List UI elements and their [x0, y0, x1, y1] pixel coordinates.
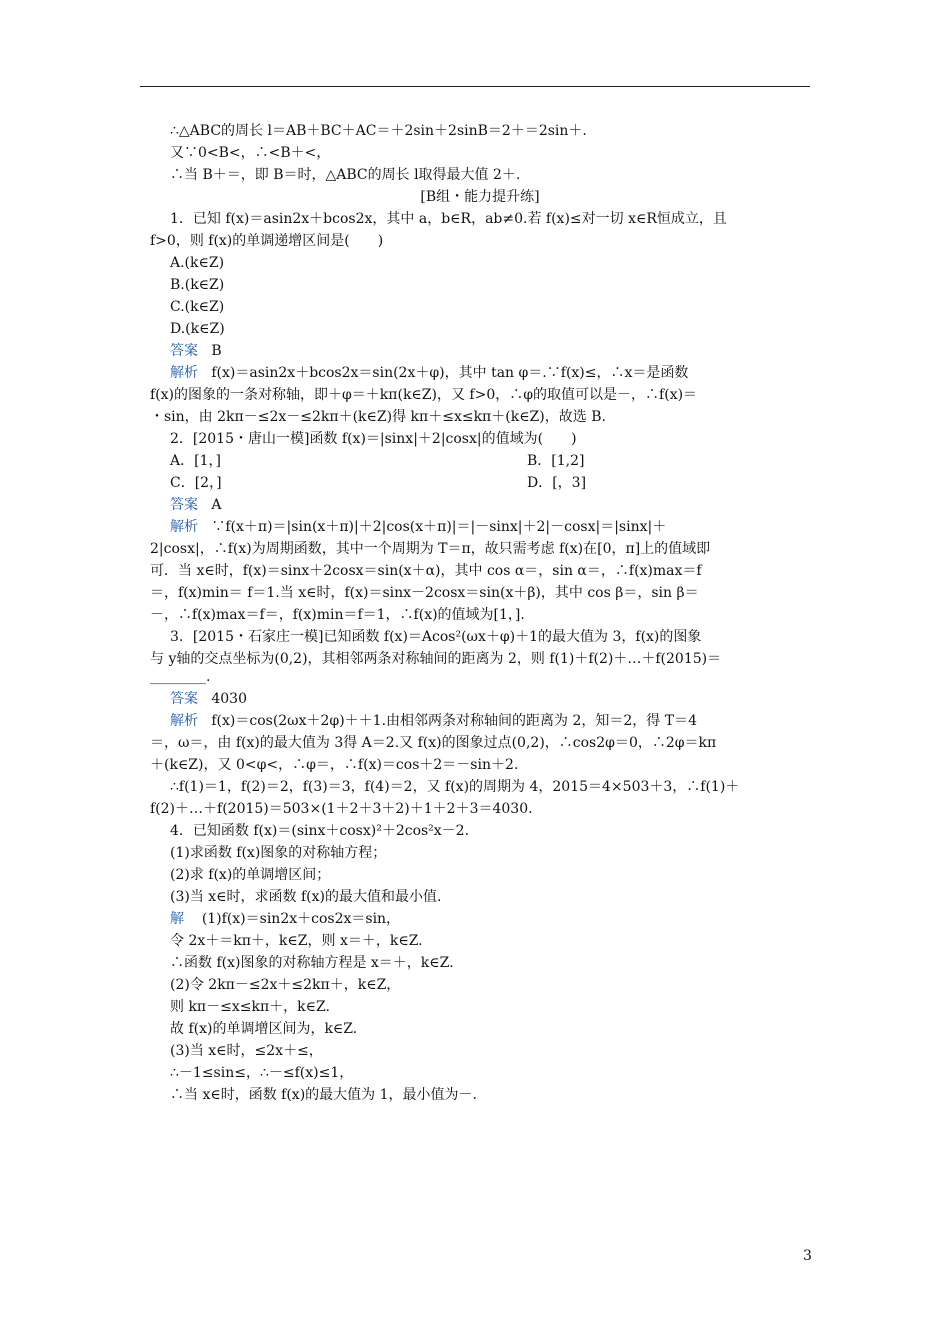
header-rule: [140, 86, 810, 87]
analysis-line: [170, 363, 688, 383]
analysis-text: ＝，f(x)min＝ f＝1.当 x∈时，f(x)＝sinx－2cosx＝sin(x＋β)，其中 cos β＝，sin β＝: [150, 585, 699, 601]
answer-line: [170, 689, 247, 709]
option-a: A．[1，]: [170, 453, 221, 469]
sub-question: (3)当 x∈时，求函数 f(x)的最大值和最小值.: [170, 889, 442, 905]
solution-text: (2)令 2kπ－≤2x＋≤2kπ＋，k∈Z，: [170, 977, 401, 993]
option-d: D．[，3]: [527, 475, 587, 491]
answer-value: B: [211, 343, 222, 359]
option-b: B．[1,2]: [527, 453, 585, 469]
option-c: C．[2，]: [170, 475, 222, 491]
analysis-text: f(x)＝asin2x＋bcos2x＝sin(2x＋φ)，其中 tan φ＝.∵f(x)≤，∴x＝是函数: [211, 365, 689, 381]
text-line: 又∵0<B<，∴<B＋<，: [170, 145, 331, 161]
analysis-text: ∵f(x＋π)＝|sin(x＋π)|＋2|cos(x＋π)|＝|－sinx|＋2|－cosx|＝|sinx|＋: [211, 519, 667, 535]
analysis-label: 解析: [170, 519, 198, 535]
sub-question: (1)求函数 f(x)图象的对称轴方程；: [170, 845, 387, 861]
option-d: D.(k∈Z): [170, 321, 225, 337]
analysis-text: ∴f(1)＝1，f(2)＝2，f(3)＝3，f(4)＝2，又 f(x)的周期为 4，2015＝4×503＋3，∴f(1)＋: [170, 779, 740, 795]
analysis-text: ・sin，由 2kπ－≤2x－≤2kπ＋(k∈Z)得 kπ＋≤x≤kπ＋(k∈Z)，故选 B.: [150, 409, 606, 425]
answer-value: A: [211, 497, 222, 513]
option-c: C.(k∈Z): [170, 299, 225, 315]
solution-text: ∴－1≤sin≤，∴－≤f(x)≤1，: [170, 1065, 354, 1081]
page-number: 3: [803, 1248, 812, 1264]
answer-line: [170, 495, 221, 515]
answer-line: [170, 341, 222, 361]
solution-text: (1)f(x)＝sin2x＋cos2x＝sin，: [201, 911, 401, 927]
analysis-line: [170, 711, 697, 731]
options-row: [170, 451, 585, 471]
options-row: [170, 473, 587, 493]
solution-label: 解: [170, 911, 184, 927]
question-2-stem: 2．[2015・唐山一模]函数 f(x)＝|sinx|＋2|cosx|的值域为( ): [170, 431, 577, 447]
analysis-text: －，∴f(x)max＝f＝，f(x)min＝f＝1，∴f(x)的值域为[1，].: [150, 607, 525, 623]
analysis-text: 2|cosx|，∴f(x)为周期函数，其中一个周期为 T＝π，故只需考虑 f(x)在[0，π]上的值域即: [150, 541, 711, 557]
answer-label: 答案: [170, 691, 198, 707]
analysis-text: 可．当 x∈时，f(x)＝sinx＋2cosx＝sin(x＋α)，其中 cos α＝，sin α＝，∴f(x)max＝f: [150, 563, 702, 579]
solution-text: (3)当 x∈时，≤2x＋≤，: [170, 1043, 323, 1059]
analysis-label: 解析: [170, 365, 198, 381]
sub-question: (2)求 f(x)的单调增区间；: [170, 867, 331, 883]
answer-value: 4030: [211, 691, 247, 707]
solution-text: ∴当 x∈时，函数 f(x)的最大值为 1，最小值为－.: [170, 1087, 477, 1103]
question-1-stem: 1．已知 f(x)＝asin2x＋bcos2x，其中 a，b∈R，ab≠0.若 f(x)≤对一切 x∈R恒成立，且: [170, 211, 727, 227]
analysis-text: f(x)的图象的一条对称轴，即＋φ＝＋kπ(k∈Z)，又 f>0，∴φ的取值可以是－，∴f(x)＝: [150, 387, 698, 403]
text-line: ∴当 B＋＝，即 B＝时，△ABC的周长 l取得最大值 2＋.: [170, 167, 521, 183]
answer-label: 答案: [170, 343, 198, 359]
question-4-stem: 4．已知函数 f(x)＝(sinx＋cosx)²＋2cos²x－2.: [170, 823, 470, 839]
solution-text: 则 kπ－≤x≤kπ＋，k∈Z.: [170, 999, 330, 1015]
analysis-label: 解析: [170, 713, 198, 729]
solution-line: [170, 909, 400, 929]
question-1-stem: f>0，则 f(x)的单调递增区间是( ): [150, 233, 384, 249]
question-3-stem: 与 y轴的交点坐标为(0,2)，其相邻两条对称轴间的距离为 2，则 f(1)＋f(2)＋…＋f(2015)＝: [150, 651, 722, 667]
analysis-text: ＋(k∈Z)，又 0<φ<，∴φ＝，∴f(x)＝cos＋2＝－sin＋2.: [150, 757, 519, 773]
solution-text: ∴函数 f(x)图象的对称轴方程是 x＝＋，k∈Z.: [170, 955, 454, 971]
text-line: ∴△ABC的周长 l＝AB＋BC＋AC＝＋2sin＋2sinB＝2＋＝2sin＋.: [170, 123, 587, 139]
option-a: A.(k∈Z): [170, 255, 225, 271]
question-3-stem: 3．[2015・石家庄一模]已知函数 f(x)＝Acos²(ωx＋φ)＋1的最大值为 3，f(x)的图象: [170, 629, 702, 645]
analysis-text: f(x)＝cos(2ωx＋2φ)＋＋1.由相邻两条对称轴间的距离为 2，知＝2，得 T＝4: [211, 713, 697, 729]
analysis-line: [170, 517, 666, 537]
option-b: B.(k∈Z): [170, 277, 225, 293]
solution-text: 令 2x＋＝kπ＋，k∈Z，则 x＝＋，k∈Z.: [170, 933, 423, 949]
solution-text: 故 f(x)的单调增区间为，k∈Z.: [170, 1021, 358, 1037]
analysis-text: f(2)＋…＋f(2015)＝503×(1＋2＋3＋2)＋1＋2＋3＝4030.: [150, 801, 533, 817]
analysis-text: ＝，ω＝，由 f(x)的最大值为 3得 A＝2.又 f(x)的图象过点(0,2)，∴cos2φ＝0，∴2φ＝kπ: [150, 735, 717, 751]
section-heading: [B组・能力提升练]: [420, 189, 540, 205]
answer-label: 答案: [170, 497, 198, 513]
answer-blank: ________.: [150, 669, 211, 685]
